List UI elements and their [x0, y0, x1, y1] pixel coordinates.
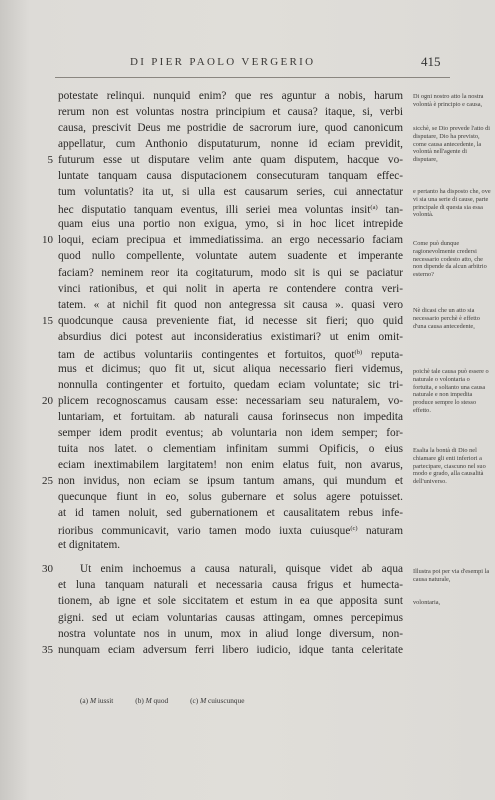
line-segment: reputa- [362, 348, 403, 361]
marginal-note: sicchè, se Dio prevede l'atto di disputare, Dio ha previsto, come causa antecedente, la volontà nell'agente di disputare, [413, 125, 491, 164]
line-segment: nostra voluntate nos in unum, mox in aliud longe diversum, non- [58, 627, 403, 640]
text-line [58, 409, 403, 425]
text-line [58, 441, 403, 457]
line-text [58, 441, 403, 457]
text-line [42, 393, 403, 409]
line-text [58, 642, 403, 658]
text-line [58, 184, 403, 200]
line-segment: at id tamen noluit, sed gubernationem et causalitatem rebus infe- [58, 507, 403, 520]
line-segment: absurdius dici potest aut inconsideratius existimari? ut enim omit- [58, 330, 403, 343]
marginal-note: Nè dicasi che un atto sia necessario perchè è effetto d'una causa antecedente, [413, 307, 480, 330]
text-line [58, 457, 403, 473]
line-segment: rioribus communicavit, vario tamen modo iuxta cuiusque [58, 525, 351, 538]
page-number: 415 [421, 54, 441, 69]
line-text [58, 88, 403, 104]
line-segment: hec disputatio tanquam eventus, illi seriei mea voluntas insit [58, 204, 371, 217]
line-segment: mus et dicimus; quo fit ut, sicut aliqua necessario fieri videmus, [58, 362, 403, 375]
text-line [58, 610, 403, 626]
text-line [58, 521, 403, 537]
line-segment: nunquam eciam adversum ferri libero iudicio, idque tanta celeritate [58, 643, 403, 656]
line-segment: tionem, ab igne et sole siccitatem et estum in ea que apposita sunt [58, 595, 403, 608]
line-segment: luntariam, et fortuitam. ab naturali causa forinsecus non impedita [58, 410, 403, 423]
line-number: 5 [47, 154, 53, 167]
footnote-marker: (c) [350, 525, 358, 533]
line-segment: tuita nos latet. o clementiam infinitam summi Opificis, o eius [58, 443, 403, 456]
marginal-note: poichè tale causa può essere o naturale o volontaria o fortuita, e soltanto una causa naturale e non impedita produce sempre lo stesso effetto. [413, 368, 489, 414]
marginal-note: Esalta la bontà di Dio nel chiamare gli enti inferiori a partecipare, ciascuno nel suo modo e grado, alla causalità dell'universo. [413, 447, 486, 486]
text-line [42, 473, 403, 489]
text-line [58, 361, 403, 377]
text-line [58, 120, 403, 136]
text-line [47, 152, 403, 168]
footnote-siglum: M [145, 696, 152, 705]
line-segment: naturam [357, 525, 403, 538]
line-segment: tam de actibus voluntariis contingentes et fortuitos, quot [58, 348, 355, 361]
footnote-text: iussit [96, 696, 114, 705]
line-segment: vinci rationibus, et qui nolit in aperta re contendere contra veri- [58, 282, 403, 295]
line-segment: causa, prescivit Deus me postridie de sacrorum iure, quod canonicum [58, 122, 403, 135]
line-text [58, 136, 403, 152]
line-text [58, 120, 403, 136]
footnote-label: (c) [190, 696, 201, 705]
text-line [42, 561, 403, 577]
line-segment: semper idem prodit eventus; ab voluntaria non idem semper; for- [58, 426, 403, 439]
main-text-block [42, 88, 404, 658]
text-line [58, 329, 403, 345]
footnotes [80, 696, 244, 705]
text-line [58, 377, 403, 393]
marginal-note: Illustra poi per via d'esempi la causa naturale, [413, 568, 490, 583]
line-number: 35 [42, 643, 53, 656]
line-text [58, 593, 403, 609]
line-number: 30 [42, 563, 53, 576]
line-text [58, 537, 403, 553]
line-number: 15 [42, 314, 53, 327]
text-line [58, 345, 403, 361]
marginal-note: Di ogni nostro atto la nostra volontà è principio e causa, [413, 93, 484, 108]
line-segment: gigni. sed ut eciam voluntarias causas attingam, omnes percepimus [58, 611, 403, 624]
running-head: DI PIER PAOLO VERGERIO [130, 56, 316, 68]
line-segment: nonnulla contingenter et fortuito, quedam eciam voluntate; sic tri- [58, 378, 403, 391]
text-line [42, 313, 403, 329]
line-text [58, 329, 403, 345]
text-line [42, 232, 403, 248]
line-text [58, 313, 403, 329]
line-text [58, 561, 403, 577]
footnote [135, 696, 168, 705]
line-text [58, 361, 403, 377]
footnote-label: (b) [135, 696, 146, 705]
line-segment: loqui, eciam precipua et immediatissima. an ergo necessario faciam [58, 234, 403, 247]
line-segment: et luna tanquam naturali et necessaria causa frigus et humecta- [58, 579, 403, 592]
line-text [58, 152, 403, 168]
line-segment: eciam inextimabilem largitatem! non enim elatus fuit, non avarus, [58, 459, 403, 472]
text-line [58, 168, 403, 184]
text-line [58, 281, 403, 297]
line-text [58, 473, 403, 489]
line-segment: appellatur, cum Anthonio disputaturum, nonne id eciam previdit, [58, 138, 403, 151]
text-line [58, 136, 403, 152]
line-text [58, 610, 403, 626]
line-text [58, 248, 403, 264]
line-text [58, 168, 403, 184]
line-segment: quod nullo compellente, voluntate autem suadente et imperante [58, 250, 403, 263]
header-rule [55, 77, 450, 78]
line-text [58, 577, 403, 593]
text-line [58, 505, 403, 521]
line-text [58, 297, 403, 313]
footnote-text: quod [151, 696, 169, 705]
line-text [58, 457, 403, 473]
footnote-marker: (a) [370, 204, 378, 212]
line-text [58, 104, 403, 120]
line-segment: Ut enim inchoemus a causa naturali, quisque videt ab aqua [80, 563, 403, 576]
line-segment: et dignitatem. [58, 539, 121, 552]
line-text [58, 200, 403, 216]
line-segment: tum voluntatis? ita ut, si ulla est causarum series, cui annectatur [58, 186, 403, 199]
line-segment: potestate relinqui. nunquid enim? que res aguntur a nobis, harum [58, 90, 403, 102]
footnote-siglum: M [89, 696, 97, 705]
line-text [58, 345, 403, 361]
text-line [58, 577, 403, 593]
text-line [58, 537, 403, 553]
footnote [190, 696, 244, 705]
line-text [58, 393, 403, 409]
line-segment: quodcunque causa preveniente fiat, id necesse sit fieri; quo quid [58, 314, 403, 327]
footnote-text: cuiuscunque [206, 696, 245, 705]
text-line [58, 216, 403, 232]
line-text [58, 425, 403, 441]
footnote-marker: (b) [354, 348, 363, 356]
text-line [58, 626, 403, 642]
line-text [58, 232, 403, 248]
line-segment: plicem recognoscamus causam esse: necessariam seu naturalem, vo- [58, 394, 403, 407]
marginal-note: Come può dunque ragionevolmente credersi necessario codesto atto, che non dipende da alcun arbitrio esterno? [413, 240, 487, 279]
text-line [58, 297, 403, 313]
line-segment: non invidus, non eciam se ipsum tantum amans, qui mundum et [58, 475, 403, 488]
line-text [58, 489, 403, 505]
line-segment: quam eius una portio non exigua, ymo, si in hoc licet intrepide [58, 218, 403, 231]
line-segment: luntate tanquam causa disputacionem consecuturam tanquam effec- [58, 170, 403, 183]
text-line [58, 593, 403, 609]
line-text [58, 521, 403, 537]
line-number: 10 [42, 234, 53, 247]
line-text [58, 216, 403, 232]
footnote-label: (a) [80, 696, 90, 705]
line-segment: tatem. « at nichil fit quod non antegressa sit causa ». quasi vero [58, 298, 403, 311]
line-text [58, 377, 403, 393]
line-segment: tan- [377, 204, 404, 217]
text-line [58, 104, 403, 120]
footnote [80, 696, 113, 705]
line-segment: faciam? neminem reor ita cogitaturum, modo sit is qui se paciatur [58, 266, 403, 279]
line-text [58, 281, 403, 297]
line-number: 25 [42, 475, 53, 488]
text-line [58, 489, 403, 505]
text-line [42, 642, 403, 658]
text-line [58, 88, 403, 104]
marginal-note: e pertanto ha disposto che, ove vi sia una serie di cause, parte principale di questa sia essa volontà. [413, 188, 491, 219]
line-segment: futurum esse ut disputare velim ante quam disputem, hacque vo- [58, 154, 403, 167]
footnote-siglum: M [200, 696, 207, 705]
marginal-note: volontaria, [413, 599, 441, 606]
line-text [58, 409, 403, 425]
line-segment: quecunque fiunt in eo, solus gubernare et solus agere potuisset. [58, 491, 403, 504]
line-text [58, 184, 403, 200]
line-number: 20 [42, 394, 53, 407]
line-text [58, 505, 403, 521]
text-line [58, 265, 403, 281]
line-text [58, 626, 403, 642]
text-line [58, 248, 403, 264]
line-text [58, 265, 403, 281]
line-segment: rerum non est voluntas nostra principium et causa? itaque, si, verbi [58, 106, 403, 119]
text-line [58, 200, 403, 216]
text-line [58, 425, 403, 441]
